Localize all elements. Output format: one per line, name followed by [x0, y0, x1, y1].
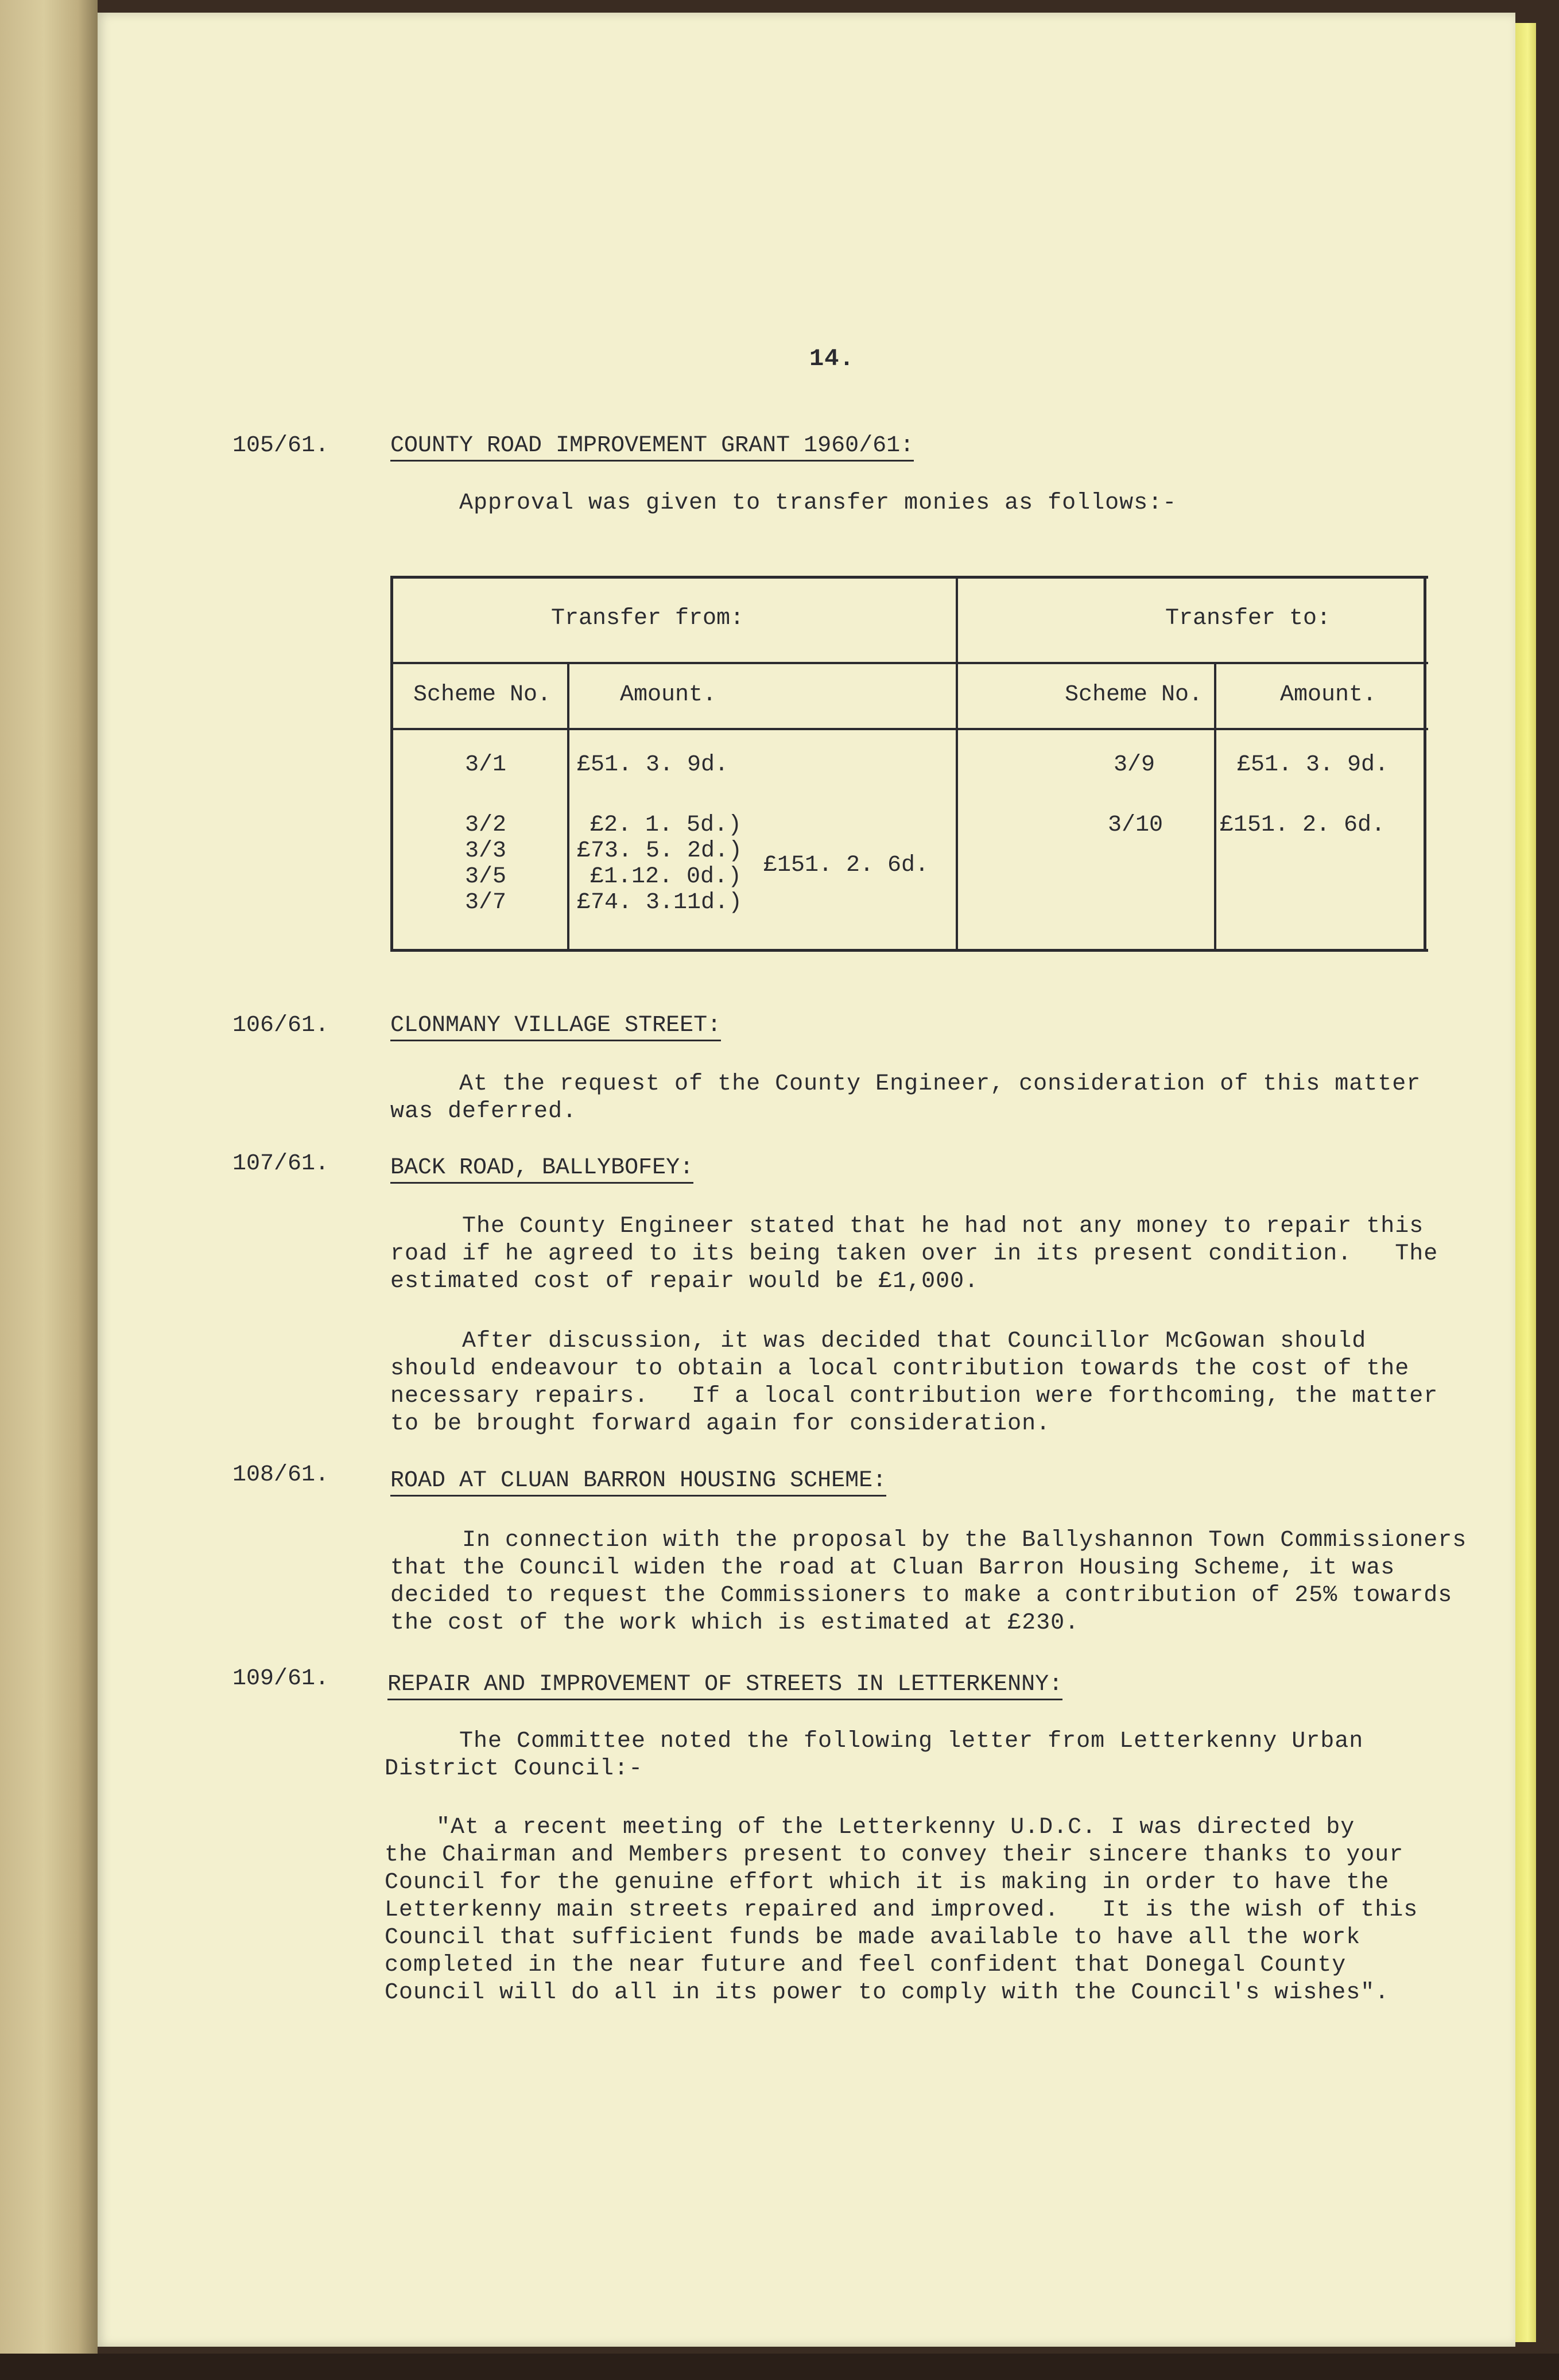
minute-107-para1	[390, 1213, 1438, 1296]
table-border-right	[1424, 576, 1426, 952]
book-binding	[0, 0, 98, 2380]
minute-109-intro	[385, 1728, 1363, 1783]
text-line: "At a recent meeting of the Letterkenny U.D.C. I was directed by	[436, 1815, 1355, 1840]
text-line: Letterkenny main streets repaired and improved. It is the wish of this	[385, 1897, 1418, 1923]
text-line: to be brought forward again for consideration.	[390, 1411, 1051, 1437]
text-line: completed in the near future and feel confident that Donegal County	[385, 1952, 1347, 1978]
text-line: road if he agreed to its being taken over in its present condition. The	[390, 1241, 1438, 1267]
text-line: Council for the genuine effort which it is making in order to have the	[385, 1870, 1390, 1896]
text-line: Council that sufficient funds be made available to have all the work	[385, 1925, 1361, 1951]
header-transfer-to: Transfer to:	[1165, 606, 1331, 631]
minute-number-108: 108/61.	[232, 1462, 329, 1488]
group-scheme: 3/7	[465, 890, 507, 916]
col-scheme-to: Scheme No.	[1065, 682, 1203, 708]
minute-heading-106: CLONMANY VILLAGE STREET:	[390, 1011, 721, 1040]
table-divider-to-cols	[1214, 662, 1216, 952]
text-line: After discussion, it was decided that Councillor McGowan should	[462, 1328, 1367, 1354]
text-line: was deferred.	[390, 1099, 577, 1125]
group-scheme: 3/2	[465, 812, 507, 838]
text-line: that the Council widen the road at Cluan Barron Housing Scheme, it was	[390, 1555, 1395, 1581]
minute-105-intro: Approval was given to transfer monies as follows:-	[459, 490, 1177, 516]
group-scheme: 3/3	[465, 838, 507, 864]
minute-heading-108: ROAD AT CLUAN BARRON HOUSING SCHEME:	[390, 1467, 886, 1495]
table-border-bottom	[390, 949, 1428, 952]
row-from-amount: £51. 3. 9d.	[577, 752, 729, 778]
table-rule-header	[390, 662, 1428, 664]
minute-heading-107: BACK ROAD, BALLYBOFEY:	[390, 1154, 693, 1183]
row-to-scheme: 3/9	[1114, 752, 1155, 778]
col-amount-to: Amount.	[1280, 682, 1377, 708]
group-amount: £73. 5. 2d.)	[577, 838, 743, 864]
page-edge-strip	[1515, 23, 1536, 2342]
group-to-scheme: 3/10	[1108, 812, 1164, 838]
text-line: The Committee noted the following letter from Letterkenny Urban	[459, 1728, 1364, 1754]
text-line: District Council:-	[385, 1756, 643, 1782]
table-border-left	[390, 576, 393, 952]
text-line: estimated cost of repair would be £1,000.	[390, 1269, 979, 1294]
group-amount: £2. 1. 5d.)	[590, 812, 742, 838]
table-divider-from-cols	[567, 662, 569, 952]
text-line: In connection with the proposal by the Ballyshannon Town Commissioners	[462, 1528, 1467, 1553]
text-line: should endeavour to obtain a local contribution towards the cost of the	[390, 1356, 1410, 1382]
table-rule-columns	[390, 728, 1428, 730]
text-line: decided to request the Commissioners to make a contribution of 25% towards	[390, 1583, 1453, 1608]
text-line: Council will do all in its power to comply with the Council's wishes".	[385, 1980, 1390, 2006]
text-line: necessary repairs. If a local contribution were forthcoming, the matter	[390, 1383, 1438, 1409]
minute-107-para2	[390, 1328, 1438, 1438]
minute-108-text	[390, 1527, 1467, 1637]
header-transfer-from: Transfer from:	[551, 606, 744, 631]
row-from-scheme: 3/1	[465, 752, 507, 778]
text-line: The County Engineer stated that he had not any money to repair this	[462, 1214, 1424, 1239]
group-amount: £74. 3.11d.)	[577, 890, 743, 916]
group-to-amount: £151. 2. 6d.	[1220, 812, 1386, 838]
minute-heading-109: REPAIR AND IMPROVEMENT OF STREETS IN LETTERKENNY:	[387, 1670, 1062, 1699]
minute-heading-105: COUNTY ROAD IMPROVEMENT GRANT 1960/61:	[390, 432, 914, 460]
group-scheme: 3/5	[465, 864, 507, 890]
text-line: the cost of the work which is estimated at £230.	[390, 1610, 1080, 1636]
page-number: 14.	[809, 345, 855, 373]
text-line: At the request of the County Engineer, consideration of this matter	[459, 1071, 1421, 1097]
text-line: the Chairman and Members present to convey their sincere thanks to your	[385, 1842, 1404, 1868]
minute-number-105: 105/61.	[232, 433, 329, 459]
minute-number-107: 107/61.	[232, 1151, 329, 1177]
transfer-table	[390, 576, 1428, 956]
minute-109-letter	[385, 1814, 1418, 2007]
table-border-top	[390, 576, 1428, 579]
minute-number-109: 109/61.	[232, 1666, 329, 1692]
table-divider-center	[956, 576, 958, 952]
col-amount-from: Amount.	[620, 682, 717, 708]
scan-bottom-edge	[0, 2354, 1559, 2380]
row-to-amount: £51. 3. 9d.	[1237, 752, 1389, 778]
col-scheme-from: Scheme No.	[413, 682, 552, 708]
group-total: £151. 2. 6d.	[763, 852, 929, 878]
minute-106-text	[390, 1071, 1421, 1126]
group-amount: £1.12. 0d.)	[590, 864, 742, 890]
minute-number-106: 106/61.	[232, 1013, 329, 1038]
